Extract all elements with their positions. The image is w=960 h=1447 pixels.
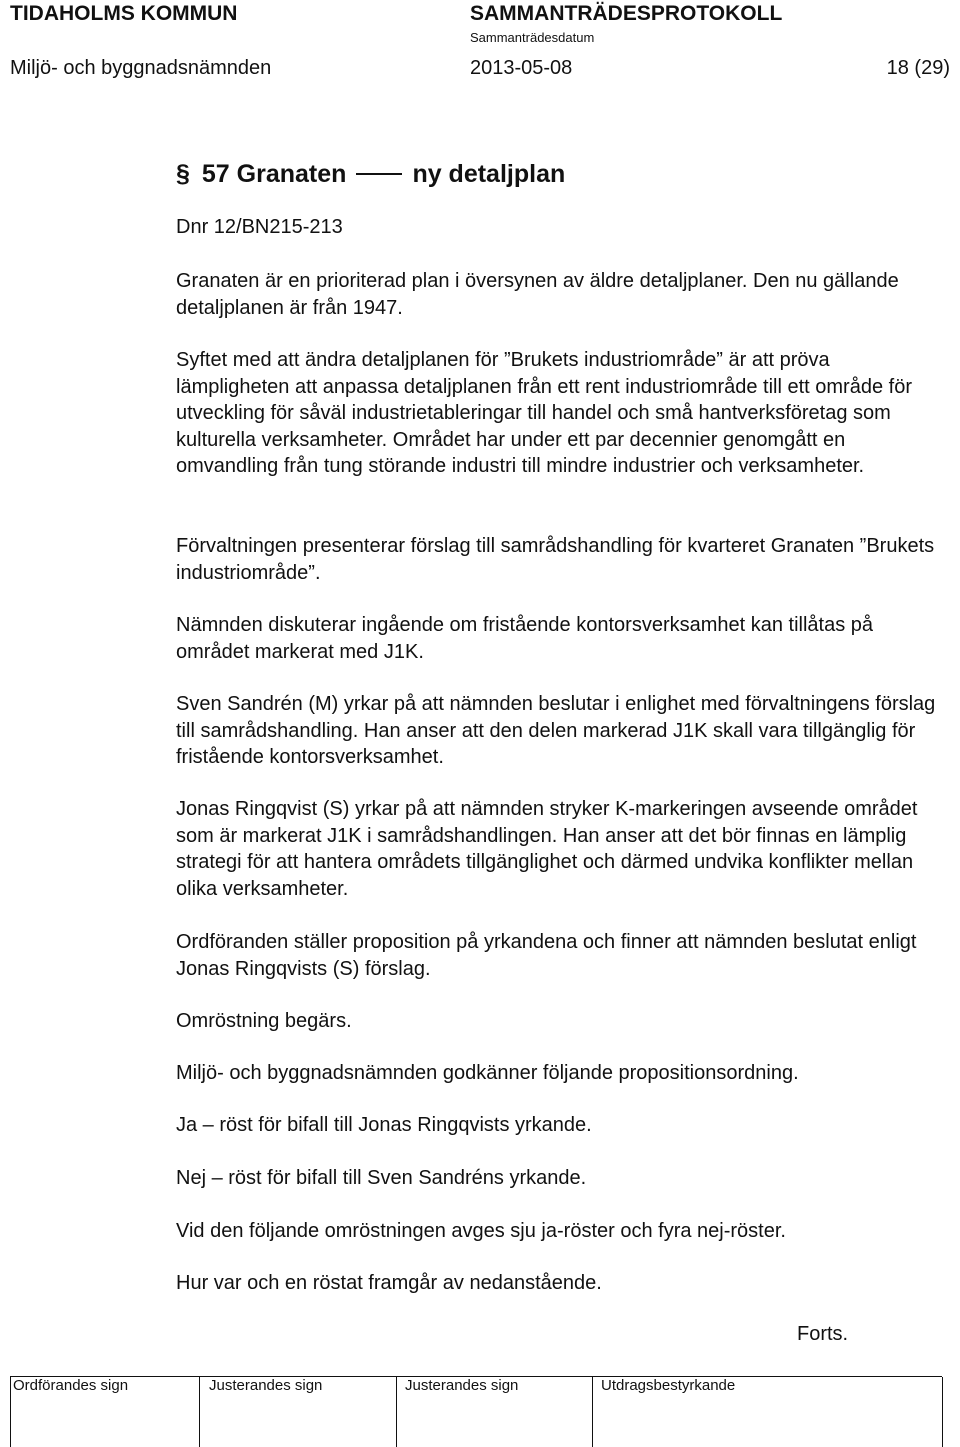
paragraph-vote-requested: Omröstning begärs.	[176, 1010, 352, 1032]
footer-column-divider	[199, 1377, 200, 1447]
date-label: Sammanträdesdatum	[470, 30, 595, 45]
document-type: SAMMANTRÄDESPROTOKOLL	[470, 2, 783, 25]
paragraph-motion-sandren: Sven Sandrén (M) yrkar på att nämnden beslutar i enlighet med förvaltningens förslag till samrådshandling. Han anser att den delen markerad J1K skall vara tillgänglig för fristående kontorsverksamhet.	[176, 693, 936, 768]
board-name: Miljö- och byggnadsnämnden	[10, 57, 272, 79]
meeting-date: 2013-05-08	[470, 57, 573, 79]
paragraph-intro: Granaten är en prioriterad plan i översynen av äldre detaljplaner. Den nu gällande detaljplanen är från 1947.	[176, 270, 899, 319]
section-heading	[176, 160, 565, 189]
continued-label: Forts.	[797, 1323, 849, 1345]
footer-extract-certification: Utdragsbestyrkande	[601, 1377, 736, 1394]
footer-adjuster-signature-1: Justerandes sign	[209, 1377, 323, 1394]
footer-adjuster-signature-2: Justerandes sign	[405, 1377, 519, 1394]
paragraph-discussion: Nämnden diskuterar ingående om fristående kontorsverksamhet kan tillåtas på området markerat med J1K.	[176, 614, 874, 663]
section-number: 57	[201, 160, 230, 188]
footer-chair-signature: Ordförandes sign	[13, 1377, 129, 1394]
paragraph-proposal: Förvaltningen presenterar förslag till samrådshandling för kvarteret Granaten ”Brukets industriområde”.	[176, 535, 935, 584]
paragraph-vote-result: Vid den följande omröstningen avges sju ja-röster och fyra nej-röster.	[176, 1220, 786, 1242]
page-number: 18 (29)	[886, 57, 950, 79]
footer-column-divider	[592, 1377, 593, 1447]
paragraph-no-vote: Nej – röst för bifall till Sven Sandréns yrkande.	[176, 1167, 587, 1189]
footer-column-divider	[10, 1377, 11, 1447]
footer-column-divider	[396, 1377, 397, 1447]
footer-column-divider	[942, 1377, 943, 1447]
paragraph-vote-listing: Hur var och en röstat framgår av nedanstående.	[176, 1272, 602, 1294]
paragraph-order-approved: Miljö- och byggnadsnämnden godkänner följande propositionsordning.	[176, 1062, 799, 1084]
section-sign-icon: §	[176, 160, 190, 188]
case-number: Dnr 12/BN215-213	[176, 216, 343, 238]
paragraph-proposition: Ordföranden ställer proposition på yrkandena och finner att nämnden beslutat enligt Jonas Ringqvists (S) förslag.	[176, 931, 917, 980]
paragraph-motion-ringqvist: Jonas Ringqvist (S) yrkar på att nämnden stryker K-markeringen avseende området som är markerat J1K i samrådshandlingen. Han anser att det bör finnas en lämplig strategi för att hantera områdets tillgänglighet och därmed undvika konflikter mellan olika verksamheter.	[176, 798, 918, 900]
dash-divider	[356, 173, 402, 175]
section-title-part1: Granaten	[236, 160, 347, 188]
paragraph-purpose: Syftet med att ändra detaljplanen för ”Brukets industriområde” är att pröva lämpligheten att anpassa detaljplanen från ett rent industriområde till ett område för utveckling för såväl industrietableringar till handel och små hantverksföretag som kulturella verksamheter. Området har under ett par decennier genomgått en omvandling från tung störande industri till mindre industrier och verksamheter.	[176, 349, 912, 477]
section-title-part2: ny detaljplan	[412, 160, 566, 188]
organization-name: TIDAHOLMS KOMMUN	[10, 2, 238, 25]
paragraph-yes-vote: Ja – röst för bifall till Jonas Ringqvists yrkande.	[176, 1114, 592, 1136]
